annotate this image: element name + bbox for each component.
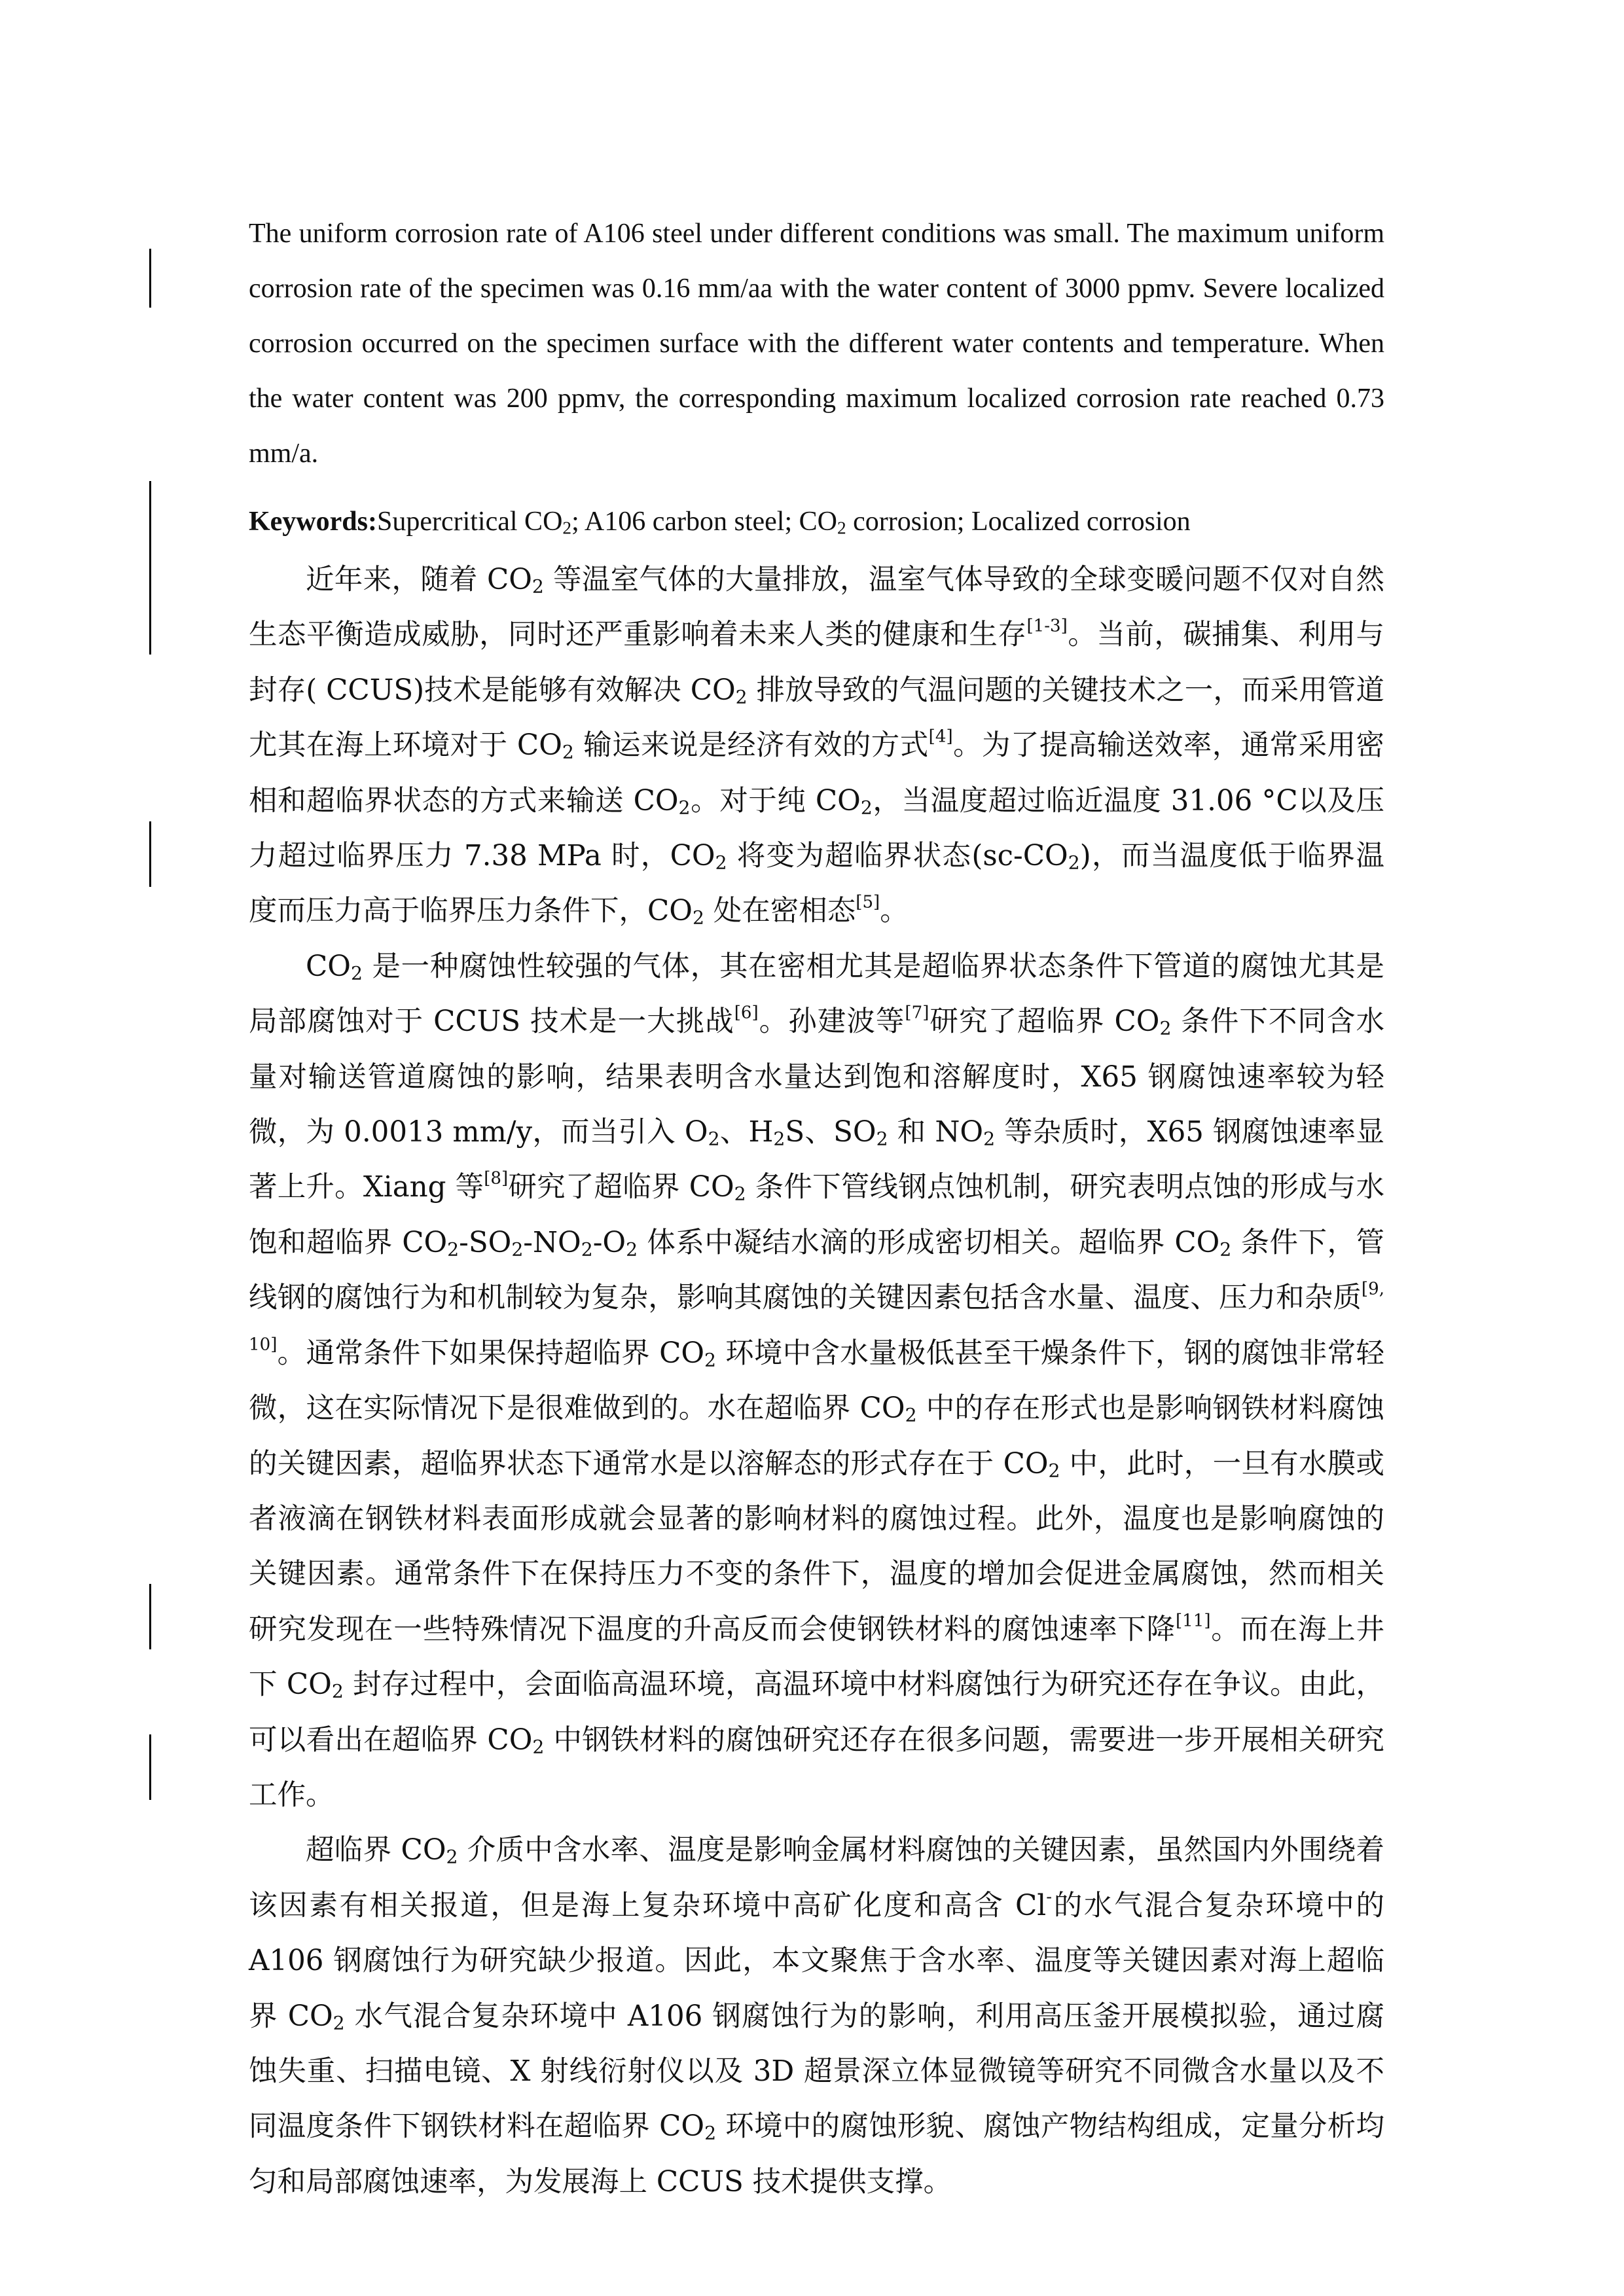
paragraph-background: $CO_2$ 是一种腐蚀性较强的气体，其在密相尤其是超临界状态条件下管道的腐蚀尤其是局部腐蚀对于 CCUS 技术是一大挑战[6]。孙建波等[7]研究了超临界 $CO_2$ 条件下不同含水量对输送管道腐蚀的影响，结果表明含水量达到饱和溶解度时，X65 钢腐蚀速率较为轻微，为 0.0013 mm/y，而当引入 $O_2$、$H_2S$、$SO_2$ 和 $NO_2$ 等杂质时，X65 钢腐蚀速率显著上升。Xiang 等[8]研究了超临界 $CO_2$ 条件下管线钢点蚀机制，研究表明点蚀的形成与水饱和超临界 $CO_2-SO_2-NO_2-O_2$ 体系中凝结水滴的形成密切相关。超临界 $CO_2$ 条件下，管线钢的腐蚀行为和机制较为复杂，影响其腐蚀的关键因素包括含水量、温度、压力和杂质[9, 10]。通常条件下如果保持超临界 $CO_2$ 环境中含水量极低甚至干燥条件下，钢的腐蚀非常轻微，这在实际情况下是很难做到的。水在超临界 $CO_2$ 中的存在形式也是影响钢铁材料腐蚀的关键因素，超临界状态下通常水是以溶解态的形式存在于 $CO_2$ 中，此时，一旦有水膜或者液滴在钢铁材料表面形成就会显著的影响材料的腐蚀过程。此外，温度也是影响腐蚀的关键因素。通常条件下在保持压力不变的条件下，温度的增加会促进金属腐蚀，然而相关研究发现在一些特殊情况下温度的升高反而会使钢铁材料的腐蚀速率下降[11]。而在海上井下 $CO_2$ 封存过程中，会面临高温环境，高温环境中材料腐蚀行为研究还存在争议。由此，可以看出在超临界 $CO_2$ 中钢铁材料的腐蚀研究还存在很多问题，需要进一步开展相关研究工作。 <box>249 950 1385 1812</box>
revision-bar <box>149 249 151 308</box>
paragraph-intro: 近年来，随着 $CO_2$ 等温室气体的大量排放，温室气体导致的全球变暖问题不仅对自然生态平衡造成威胁，同时还严重影响着未来人类的健康和生存[1-3]。当前，碳捕集、利用与封存( CCUS)技术是能够有效解决 $CO_2$ 排放导致的气温问题的关键技术之一，而采用管道尤其在海上环境对于 $CO_2$ 输运来说是经济有效的方式[4]。为了提高输送效率，通常采用密相和超临界状态的方式来输送 $CO_2$。对于纯 $CO_2$，当温度超过临近温度 31.06 °C以及压力超过临界压力 7.38 MPa 时，$CO_2$ 将变为超临界状态$(sc-CO_2)$，而当温度低于临界温度而压力高于临界压力条件下，$CO_2$ 处在密相态[5]。 <box>249 564 1385 929</box>
paragraph-objective: 超临界 $CO_2$ 介质中含水率、温度是影响金属材料腐蚀的关键因素，虽然国内外围绕着该因素有相关报道，但是海上复杂环境中高矿化度和高含 Cl-的水气混合复杂环境中的 A106 钢腐蚀行为研究缺少报道。因此，本文聚焦于含水率、温度等关键因素对海上超临界 $CO_2$ 水气混合复杂环境中 A106 钢腐蚀行为的影响，利用高压釜开展模拟验，通过腐蚀失重、扫描电镜、X 射线衍射仪以及 3D 超景深立体显微镜等研究不同微含水量以及不同温度条件下钢铁材料在超临界 $CO_2$ 环境中的腐蚀形貌、腐蚀产物结构组成，定量分析均匀和局部腐蚀速率，为发展海上 CCUS 技术提供支撑。 <box>249 1834 1385 2198</box>
body-text <box>249 552 1384 2210</box>
keywords-label: Keywords: <box>249 507 377 537</box>
keywords-line: Keywords:Supercritical $CO_2$; A106 carbon steel; $CO_2$ corrosion; Localized corrosion <box>249 507 1191 538</box>
abstract-english: The uniform corrosion rate of A106 steel under different conditions was small. The maximum uniform corrosion rate of the specimen was 0.16 mm/aa with the water content of 3000 ppmv. Severe localized corrosion occurred on the specimen surface with the different water contents and temperature. When the water content was 200 ppmv, the corresponding maximum localized corrosion rate reached 0.73 mm/a. <box>249 219 1384 469</box>
revision-bar <box>149 481 151 655</box>
revision-bar <box>149 821 151 887</box>
revision-bar <box>149 1584 151 1649</box>
revision-bar <box>149 1734 151 1800</box>
